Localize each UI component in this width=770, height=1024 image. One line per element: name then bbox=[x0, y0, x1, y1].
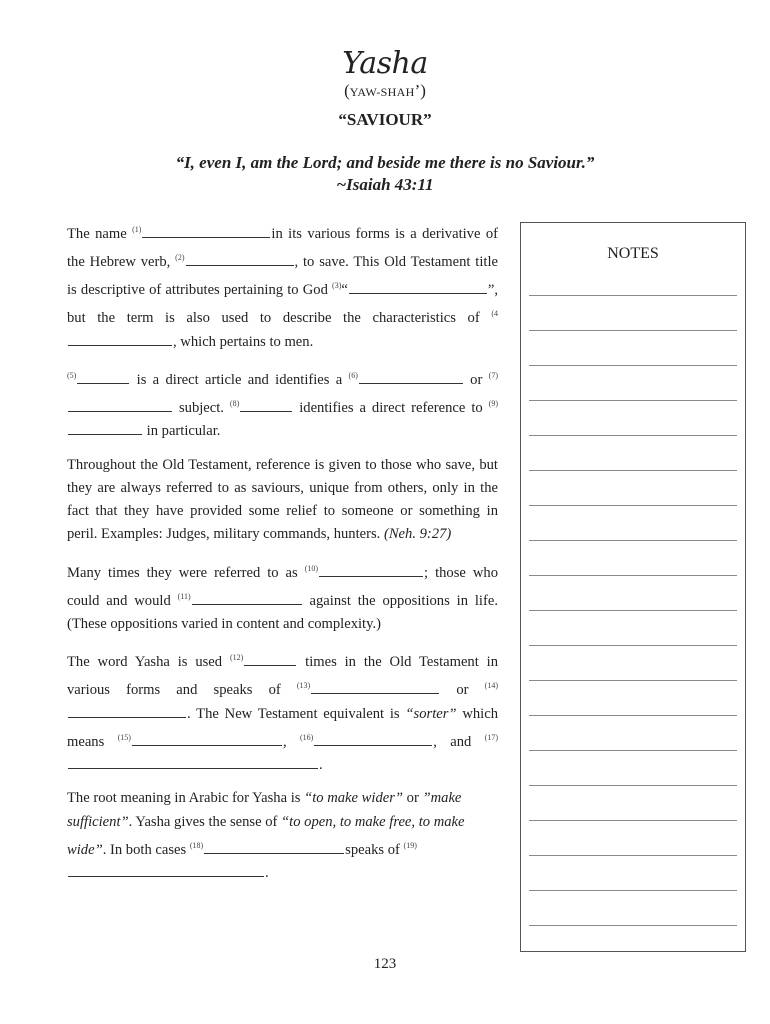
text: . Yasha gives the sense of bbox=[128, 813, 282, 830]
notes-writing-line[interactable] bbox=[529, 680, 737, 681]
blank-number: (12) bbox=[229, 653, 244, 663]
text: , which pertains to men. bbox=[173, 333, 314, 350]
quote-reference: ~Isaiah 43:11 bbox=[336, 175, 434, 194]
paragraph-4 bbox=[67, 557, 498, 637]
worksheet-body bbox=[67, 218, 498, 895]
italic-term: ”make sufficient” bbox=[67, 790, 462, 830]
text: , and bbox=[433, 733, 485, 750]
page-title: Yasha bbox=[342, 46, 428, 81]
text: identifies a direct reference to bbox=[293, 399, 489, 416]
fill-in-blank-3[interactable] bbox=[349, 279, 487, 294]
paragraph-5 bbox=[67, 646, 498, 777]
text: against the oppositions in life. (These oppositions varied in content and complexity.) bbox=[67, 592, 498, 633]
notes-writing-line[interactable] bbox=[529, 855, 737, 856]
blank-number: (18) bbox=[189, 840, 204, 850]
text: is a direct article and identifies a bbox=[130, 371, 349, 388]
text: Throughout the Old Testament, reference is given to those who save, but they are always referred to as saviours, unique from others, only in the fact that they have provided some relief to someone or something in peril. Examples: Judges, military commands, hunters. bbox=[67, 456, 498, 543]
blank-number: (14) bbox=[484, 681, 498, 691]
italic-term: “sorter” bbox=[405, 705, 457, 722]
fill-in-blank-1[interactable] bbox=[142, 223, 270, 238]
page-number: 123 bbox=[373, 956, 397, 972]
paragraph-2 bbox=[67, 364, 498, 444]
paragraph-3 bbox=[67, 454, 498, 547]
quote-text: “I, even I, am the Lord; and beside me there is no Saviour.” bbox=[175, 153, 595, 172]
pronunciation-text: YAW-SHAH bbox=[349, 85, 415, 99]
fill-in-blank-7[interactable] bbox=[68, 397, 172, 412]
text: , bbox=[282, 733, 300, 750]
blank-number: (17) bbox=[484, 732, 498, 742]
blank-number: (19) bbox=[403, 840, 417, 850]
notes-writing-line[interactable] bbox=[529, 365, 737, 366]
notes-writing-line[interactable] bbox=[529, 575, 737, 576]
blank-number: (3) bbox=[332, 281, 342, 291]
text: speaks of bbox=[345, 841, 404, 858]
text: subject. bbox=[173, 399, 230, 416]
notes-writing-line[interactable] bbox=[529, 890, 737, 891]
fill-in-blank-5[interactable] bbox=[77, 369, 129, 384]
fill-in-blank-8[interactable] bbox=[240, 397, 292, 412]
italic-term: “to open, to make free, to make wide” bbox=[67, 813, 465, 858]
fill-in-blank-13[interactable] bbox=[311, 679, 439, 694]
blank-number: (1) bbox=[132, 225, 142, 234]
notes-panel bbox=[520, 222, 746, 952]
fill-in-blank-11[interactable] bbox=[192, 590, 302, 605]
text: . bbox=[319, 757, 323, 774]
text: . bbox=[265, 865, 269, 882]
fill-in-blank-16[interactable] bbox=[314, 731, 432, 746]
text: The root meaning in Arabic for Yasha is bbox=[67, 790, 305, 807]
blank-number: (8) bbox=[229, 399, 240, 409]
notes-writing-line[interactable] bbox=[529, 470, 737, 471]
fill-in-blank-2[interactable] bbox=[186, 251, 294, 266]
notes-writing-line[interactable] bbox=[529, 750, 737, 751]
notes-writing-line[interactable] bbox=[529, 820, 737, 821]
fill-in-blank-9[interactable] bbox=[68, 420, 142, 435]
paragraph-6 bbox=[67, 787, 498, 885]
blank-number: (4 bbox=[491, 309, 498, 319]
notes-writing-line[interactable] bbox=[529, 925, 737, 926]
blank-number: (5) bbox=[67, 370, 77, 380]
pronunciation-close: ’) bbox=[414, 81, 426, 100]
notes-writing-line[interactable] bbox=[529, 645, 737, 646]
fill-in-blank-6[interactable] bbox=[359, 369, 463, 384]
notes-writing-line[interactable] bbox=[529, 435, 737, 436]
page-subtitle: “SAVIOUR” bbox=[338, 110, 432, 129]
notes-writing-line[interactable] bbox=[529, 295, 737, 296]
text: The name bbox=[67, 225, 133, 242]
fill-in-blank-12[interactable] bbox=[244, 651, 296, 666]
blank-number: (10) bbox=[304, 563, 319, 573]
text: or bbox=[403, 790, 423, 807]
text: “ bbox=[341, 282, 348, 299]
notes-title: NOTES bbox=[607, 245, 659, 262]
text: , to save. This Old Testament title is descriptive of attributes pertaining to God bbox=[67, 254, 498, 299]
notes-writing-line[interactable] bbox=[529, 785, 737, 786]
blank-number: (15) bbox=[117, 732, 131, 742]
blank-number: (11) bbox=[177, 591, 191, 601]
fill-in-blank-17[interactable] bbox=[68, 754, 318, 769]
blank-number: (2) bbox=[175, 253, 185, 263]
pronunciation bbox=[0, 81, 770, 101]
text: or bbox=[440, 682, 485, 699]
scripture-quote bbox=[0, 152, 770, 196]
notes-writing-line[interactable] bbox=[529, 610, 737, 611]
blank-number: (7) bbox=[488, 370, 498, 380]
fill-in-blank-10[interactable] bbox=[319, 562, 423, 577]
text: in its various forms is a derivative of the Hebrew verb, bbox=[67, 225, 498, 271]
blank-number: (6) bbox=[348, 370, 358, 380]
fill-in-blank-4[interactable] bbox=[68, 331, 172, 346]
fill-in-blank-14[interactable] bbox=[68, 703, 186, 718]
blank-number: (9) bbox=[488, 399, 498, 409]
pronunciation-open: ( bbox=[344, 81, 350, 100]
paragraph-1 bbox=[67, 218, 498, 354]
italic-term: “to make wider” bbox=[304, 790, 404, 807]
text: in particular. bbox=[143, 423, 221, 440]
text: times in the Old Testament in various forms and speaks of bbox=[67, 654, 498, 699]
notes-writing-line[interactable] bbox=[529, 505, 737, 506]
fill-in-blank-18[interactable] bbox=[204, 839, 344, 854]
fill-in-blank-15[interactable] bbox=[132, 731, 282, 746]
notes-writing-line[interactable] bbox=[529, 715, 737, 716]
scripture-reference: (Neh. 9:27) bbox=[383, 526, 452, 543]
blank-number: (16) bbox=[299, 732, 314, 742]
text: or bbox=[463, 371, 489, 388]
text: . In both cases bbox=[102, 841, 190, 858]
text: The word Yasha is used bbox=[67, 654, 230, 671]
text: which means bbox=[67, 705, 498, 750]
blank-number: (13) bbox=[296, 681, 311, 691]
text: ; those who could and would bbox=[67, 564, 498, 609]
notes-writing-line[interactable] bbox=[529, 540, 737, 541]
notes-writing-line[interactable] bbox=[529, 400, 737, 401]
notes-writing-line[interactable] bbox=[529, 330, 737, 331]
fill-in-blank-19[interactable] bbox=[68, 862, 264, 877]
text: Many times they were referred to as bbox=[67, 564, 305, 581]
text: . The New Testament equivalent is bbox=[187, 705, 406, 722]
text: ”, but the term is also used to describe the characteristics of bbox=[67, 282, 498, 327]
